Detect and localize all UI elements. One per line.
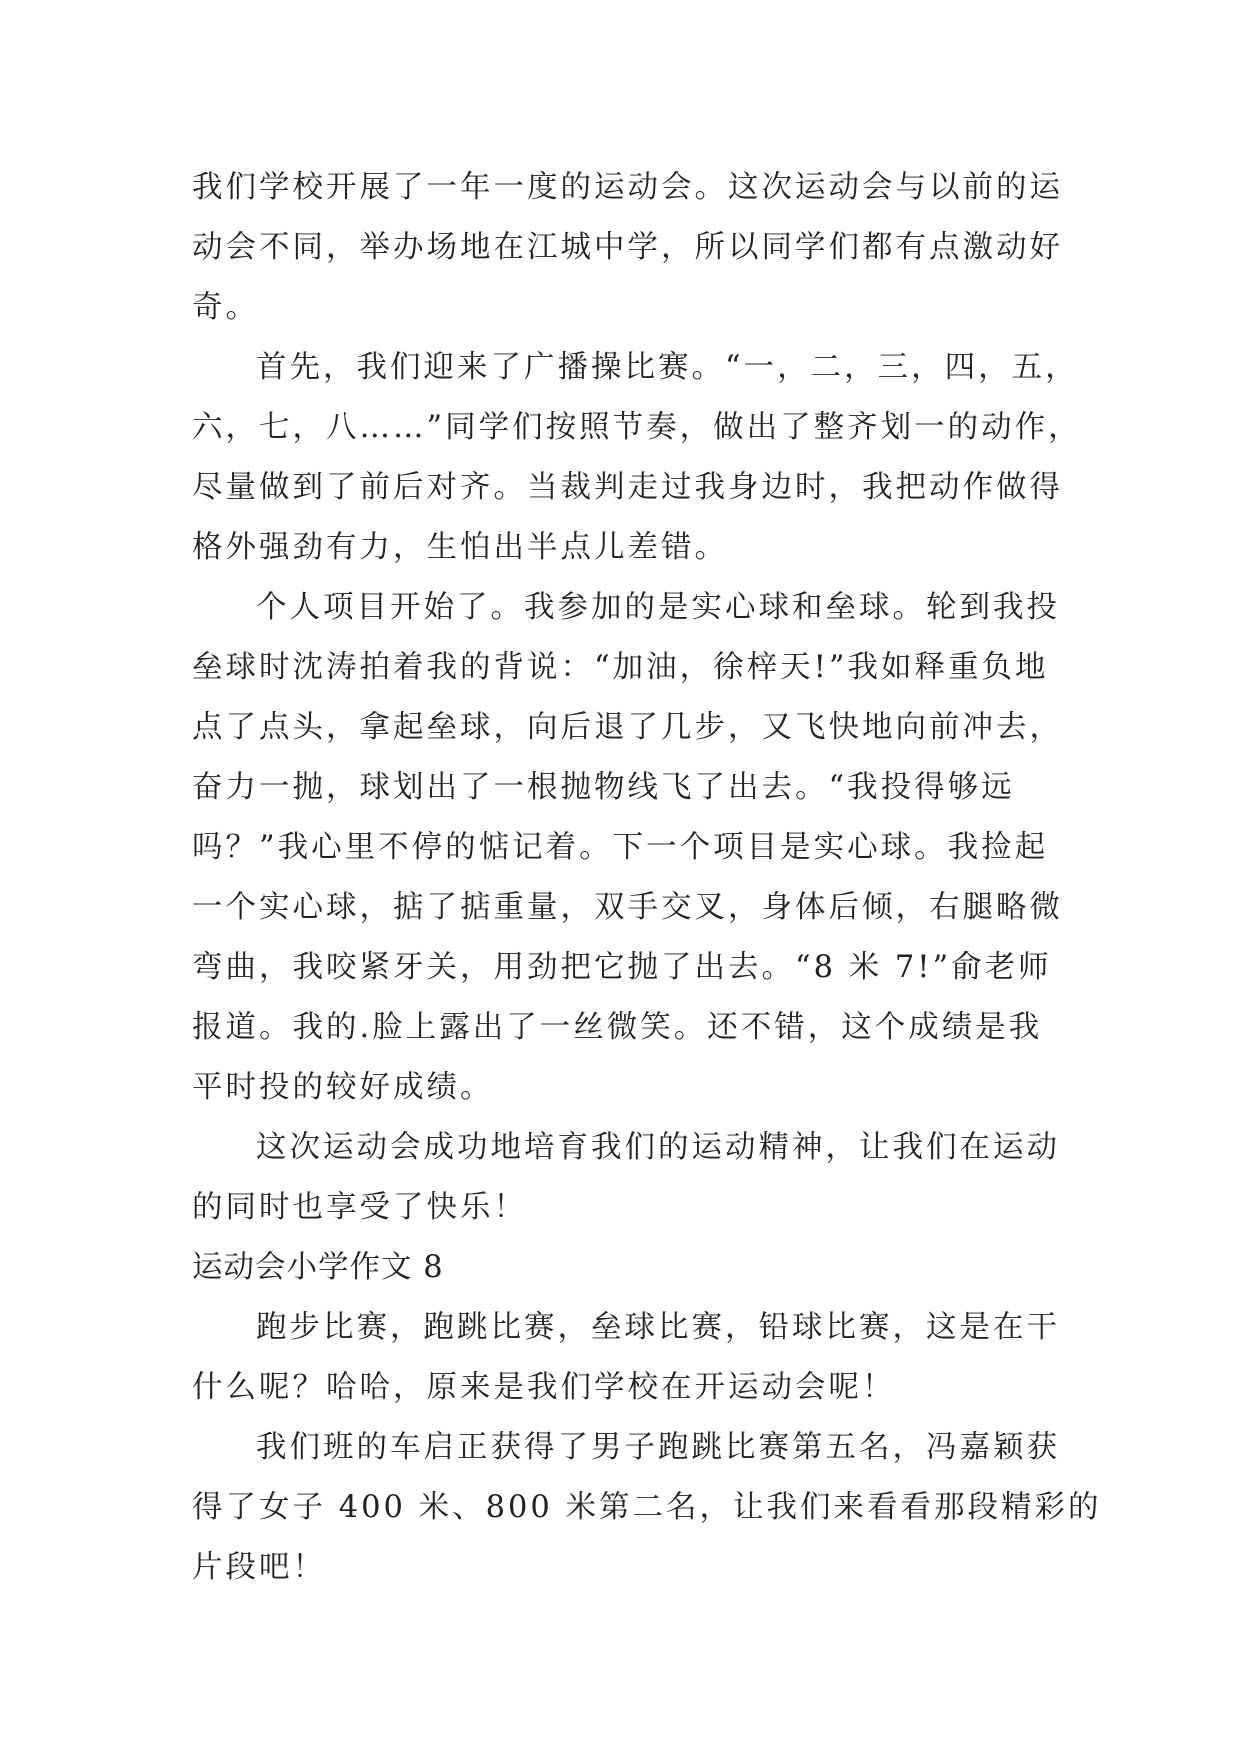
paragraph-first-line: 个人项目开始了。我参加的是实心球和垒球。轮到我投 [256,590,1060,625]
text-line: 格外强劲有力，生怕出半点儿差错。 [192,530,728,565]
text-line: 奇。 [192,290,259,325]
paragraph-first-line: 我们班的车启正获得了男子跑跳比赛第五名，冯嘉颖获 [256,1430,1060,1465]
section-heading: 运动会小学作文 8 [192,1250,444,1285]
text-line: 片段吧！ [192,1550,326,1585]
essay-body [192,158,1102,1598]
text-line: 报道。我的.脸上露出了一丝微笑。还不错，这个成绩是我 [192,1010,1043,1045]
text-line: 点了点头，拿起垒球，向后退了几步，又飞快地向前冲去， [192,710,1063,745]
paragraph-first-line: 首先，我们迎来了广播操比赛。“一，二，三，四，五， [256,350,1079,385]
text-line: 弯曲，我咬紧牙关，用劲把它抛了出去。“8 米 7!”俞老师 [192,950,1052,985]
text-line: 平时投的较好成绩。 [192,1070,494,1105]
text-line: 尽量做到了前后对齐。当裁判走过我身边时，我把动作做得 [192,470,1063,505]
text-line: 六，七，八……”同学们按照节奏，做出了整齐划一的动作， [192,410,1082,445]
text-line: 动会不同，举办场地在江城中学，所以同学们都有点激动好 [192,230,1063,265]
text-line: 垒球时沈涛拍着我的背说：“加油，徐梓天!”我如释重负地 [192,650,1049,685]
text-line: 什么呢？哈哈，原来是我们学校在开运动会呢！ [192,1370,896,1405]
paragraph-first-line: 这次运动会成功地培育我们的运动精神，让我们在运动 [256,1130,1060,1165]
text-line: 的同时也享受了快乐！ [192,1190,527,1225]
text-line: 得了女子 400 米、800 米第二名，让我们来看看那段精彩的 [192,1490,1102,1525]
text-line: 一个实心球，掂了掂重量，双手交叉，身体后倾，右腿略微 [192,890,1063,925]
text-line: 奋力一抛，球划出了一根抛物线飞了出去。“我投得够远 [192,770,1015,805]
paragraph-first-line: 跑步比赛，跑跳比赛，垒球比赛，铅球比赛，这是在干 [256,1310,1060,1345]
text-line: 我们学校开展了一年一度的运动会。这次运动会与以前的运 [192,170,1063,205]
text-line: 吗？”我心里不停的惦记着。下一个项目是实心球。我捡起 [192,830,1049,865]
